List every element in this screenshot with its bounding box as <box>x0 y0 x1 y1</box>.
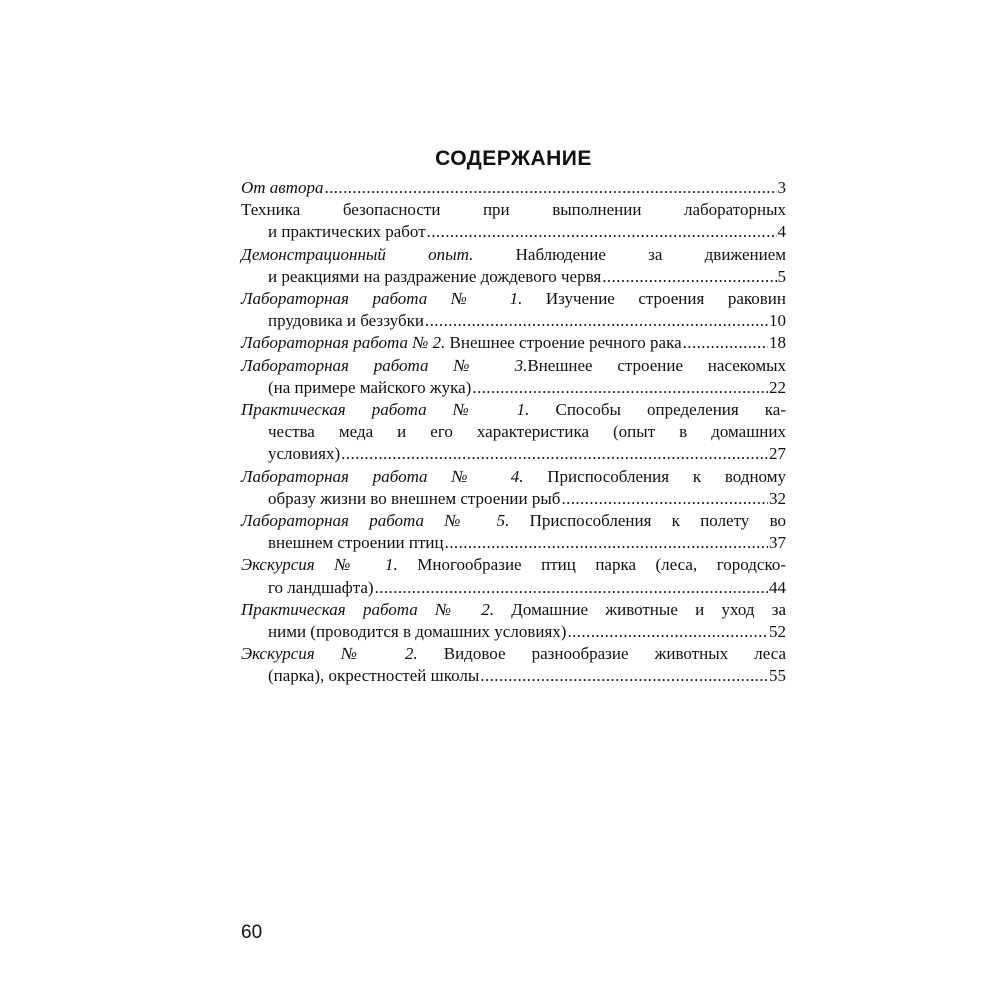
toc-entry-exc2 <box>241 643 786 687</box>
toc-line-text: Видовое разнообразие животных леса <box>417 644 786 664</box>
toc-page-number: 18 <box>769 333 786 353</box>
toc-line-text: образу жизни во внешнем строении рыб <box>268 488 561 508</box>
toc-entry-lab1 <box>241 288 786 332</box>
page-number: 60 <box>241 922 263 943</box>
toc-line-label <box>268 443 340 465</box>
dot-leader <box>567 621 768 643</box>
toc-line <box>241 599 786 621</box>
toc-line-label <box>241 555 786 574</box>
toc-line-label <box>268 621 566 643</box>
dot-leader <box>480 665 768 687</box>
toc-line-label <box>241 400 786 419</box>
toc-line <box>241 310 786 332</box>
toc-line <box>241 554 786 576</box>
toc-entry-lab3 <box>241 355 786 399</box>
toc-line-label <box>241 177 323 199</box>
table-of-contents <box>241 177 786 688</box>
toc-line-text: (на примере майского жука) <box>268 377 472 397</box>
toc-line-label <box>268 266 601 288</box>
toc-line-label <box>241 332 682 354</box>
toc-line-text: Наблюдение за движением <box>473 244 787 264</box>
toc-line <box>241 199 786 221</box>
toc-line <box>241 377 786 399</box>
toc-line-label <box>241 511 786 530</box>
toc-line-text: Техника безопасности при выполнении лабораторных <box>241 200 786 220</box>
toc-line <box>241 288 786 310</box>
dot-leader <box>561 488 768 510</box>
toc-line-text: и реакциями на раздражение дождевого червя <box>268 266 602 286</box>
toc-line <box>241 466 786 488</box>
toc-line <box>241 532 786 554</box>
toc-line-text: Способы определения ка- <box>529 400 787 420</box>
dot-leader <box>445 532 768 554</box>
toc-line-text: внешнем строении птиц <box>268 533 444 553</box>
toc-line <box>241 421 786 443</box>
dot-leader <box>341 443 768 465</box>
toc-line-label <box>268 221 426 243</box>
toc-work-type: Лабораторная работа № 2. <box>241 333 446 353</box>
toc-line-text: Внешнее строение речного рака <box>445 333 682 353</box>
toc-line-text: прудовика и беззубки <box>268 311 424 331</box>
toc-page-number: 22 <box>769 377 786 397</box>
toc-work-type: Демонстрационный опыт. <box>241 244 474 264</box>
toc-line-text: Домашние животные и уход за <box>494 599 786 619</box>
toc-line-text: Приспособления к водному <box>523 466 786 486</box>
toc-line-text: условиях) <box>268 444 341 464</box>
toc-line-label <box>268 422 786 441</box>
toc-line-label <box>241 200 786 219</box>
toc-line-text: Приспособления к полету во <box>509 511 786 531</box>
toc-line-label <box>268 310 424 332</box>
toc-page-number: 27 <box>769 444 786 464</box>
toc-entry-demo <box>241 244 786 288</box>
toc-work-type: От автора <box>241 178 324 197</box>
toc-line-label <box>268 488 560 510</box>
toc-page-number: 37 <box>769 533 786 553</box>
dot-leader <box>375 577 768 599</box>
toc-page-number: 52 <box>769 622 786 642</box>
toc-line <box>241 488 786 510</box>
toc-line-label <box>241 600 786 619</box>
toc-page-number: 44 <box>769 577 786 597</box>
toc-line <box>241 577 786 599</box>
toc-work-type: Экскурсия № 2. <box>241 644 418 664</box>
toc-line-text: и практических работ <box>268 222 426 242</box>
toc-page-number: 55 <box>769 666 786 686</box>
toc-line <box>241 266 786 288</box>
toc-entry-safety <box>241 199 786 243</box>
toc-line-text: Изучение строения раковин <box>522 289 786 309</box>
toc-line-label <box>268 665 479 687</box>
toc-page-number: 32 <box>769 488 786 508</box>
toc-work-type: Лабораторная работа № 5. <box>241 511 510 531</box>
toc-work-type: Лабораторная работа № 1. <box>241 289 523 309</box>
toc-page-number: 10 <box>769 311 786 331</box>
toc-line <box>241 177 786 199</box>
toc-line <box>241 665 786 687</box>
toc-work-type: Практическая работа № 2. <box>241 599 495 619</box>
toc-entry-prac1 <box>241 399 786 466</box>
toc-page-number: 5 <box>777 266 786 286</box>
toc-line <box>241 244 786 266</box>
toc-line <box>241 399 786 421</box>
toc-entry-lab4 <box>241 466 786 510</box>
toc-line-label <box>241 356 786 375</box>
toc-work-type: Лабораторная работа № 3. <box>241 355 528 375</box>
toc-line-label <box>268 377 471 399</box>
toc-line-label <box>268 577 374 599</box>
toc-line-label <box>241 467 786 486</box>
toc-work-type: Практическая работа № 1. <box>241 400 530 420</box>
toc-line-text: (парка), окрестностей школы <box>268 666 480 686</box>
toc-line-text: ними (проводится в домашних условиях) <box>268 622 567 642</box>
dot-leader <box>472 377 768 399</box>
toc-work-type: Экскурсия № 1. <box>241 555 398 575</box>
toc-line-label <box>241 245 786 264</box>
dot-leader <box>324 177 776 199</box>
dot-leader <box>427 221 777 243</box>
dot-leader <box>602 266 776 288</box>
toc-line <box>241 355 786 377</box>
toc-entry-prac2 <box>241 599 786 643</box>
page-title: СОДЕРЖАНИЕ <box>435 147 592 170</box>
toc-line-label <box>241 289 786 308</box>
toc-entry-exc1 <box>241 554 786 598</box>
toc-line <box>241 221 786 243</box>
toc-line-text: Многообразие птиц парка (леса, городско- <box>397 555 787 575</box>
toc-line <box>241 510 786 532</box>
toc-entry-lab5 <box>241 510 786 554</box>
toc-line-text: чества меда и его характеристика (опыт в домашних <box>268 422 786 442</box>
toc-line-text: Внешнее строение насекомых <box>527 355 786 375</box>
dot-leader <box>683 332 768 354</box>
toc-work-type: Лабораторная работа № 4. <box>241 466 524 486</box>
toc-line <box>241 621 786 643</box>
toc-page-number: 3 <box>777 178 786 197</box>
toc-line-label <box>241 644 786 663</box>
dot-leader <box>425 310 768 332</box>
toc-entry-author <box>241 177 786 199</box>
toc-entry-lab2 <box>241 332 786 354</box>
toc-line <box>241 332 786 354</box>
toc-line <box>241 643 786 665</box>
toc-line-text: го ландшафта) <box>268 577 374 597</box>
toc-page-number: 4 <box>777 222 786 242</box>
toc-line <box>241 443 786 465</box>
toc-line-label <box>268 532 444 554</box>
